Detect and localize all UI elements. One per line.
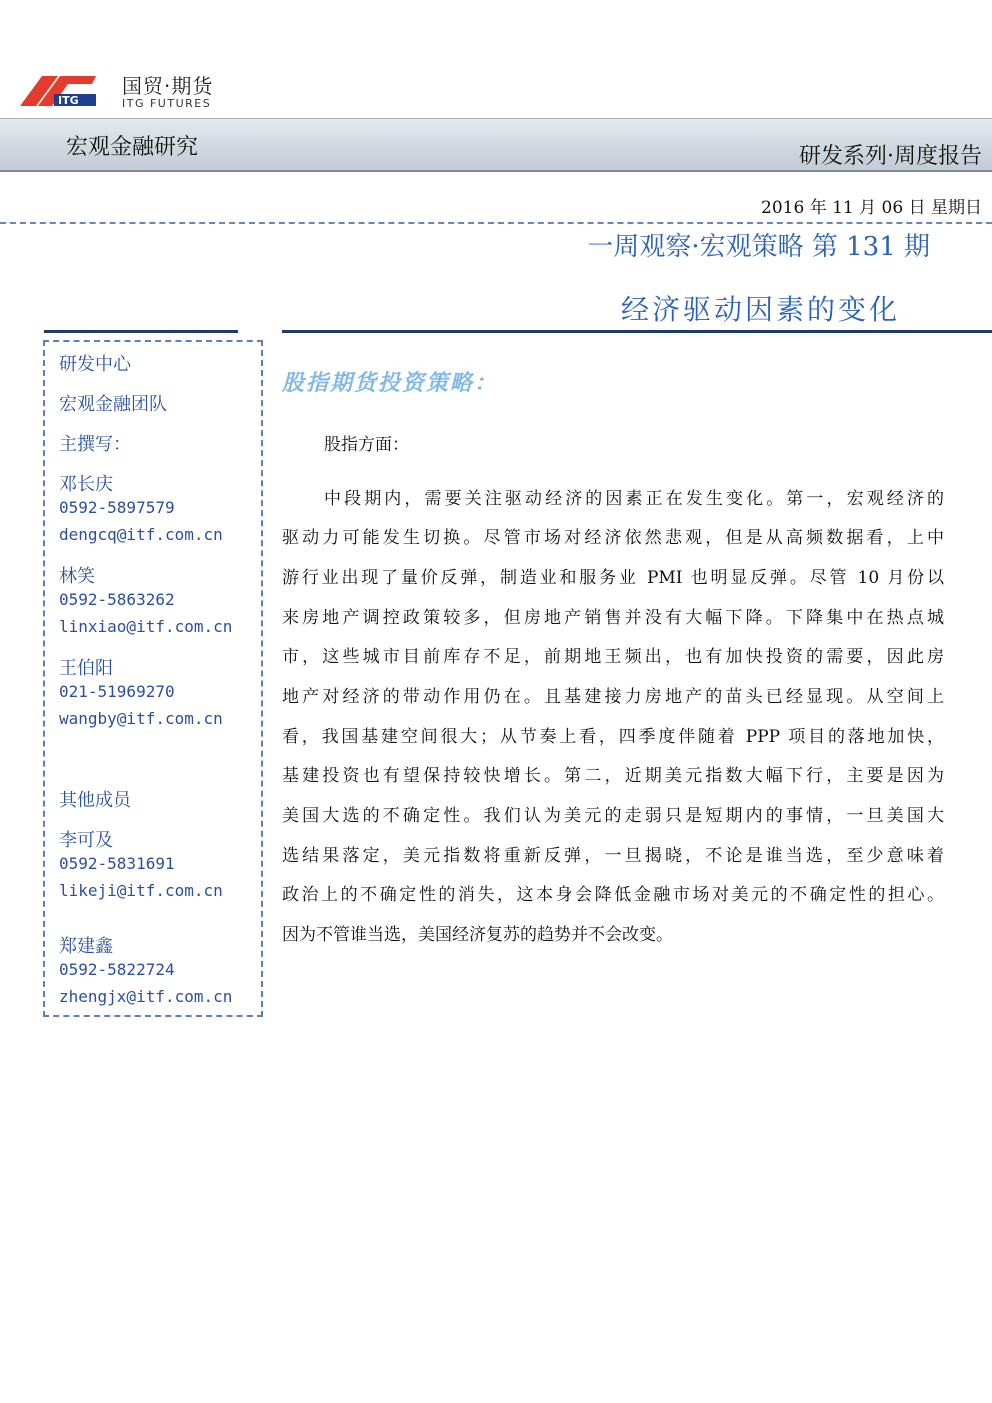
member-name: 郑建鑫 [59,936,113,957]
body-line: 基建投资也有望保持较快增长。第二，近期美元指数大幅下行，主要是因为 [282,766,944,786]
author-name: 林笑 [59,566,95,587]
body-line: 看，我国基建空间很大；从节奏上看，四季度伴随着 PPP 项目的落地加快， [282,727,944,747]
author-email[interactable]: wangby@itf.com.cn [59,709,223,728]
author-name: 邓长庆 [59,474,113,495]
research-center-label: 研发中心 [59,354,131,375]
sidebar-top-rule [44,330,238,333]
body-line: 来房地产调控政策较多，但房地产销售并没有大幅下降。下降集中在热点城 [282,608,944,628]
member-phone: 0592-5822724 [59,960,175,979]
company-logo [18,66,218,110]
author-name: 王伯阳 [59,658,113,679]
author-email[interactable]: dengcq@itf.com.cn [59,525,223,544]
member-email[interactable]: zhengjx@itf.com.cn [59,987,233,1006]
header-banner [0,118,992,172]
issue-title: 一周观察·宏观策略 第 131 期 [587,232,930,262]
body-line: 选结果落定，美元指数将重新反弹，一旦揭晓，不论是谁当选，至少意味着 [282,846,944,866]
other-members-label: 其他成员 [59,790,131,811]
sub-heading: 股指方面： [324,435,409,455]
logo-name-cn: 国贸·期货 [122,74,214,98]
lead-author-label: 主撰写： [59,434,131,455]
body-line: 游行业出现了量价反弹，制造业和服务业 PMI 也明显反弹。尽管 10 月份以 [282,568,944,588]
department-title: 宏观金融研究 [66,135,199,160]
body-line: 因为不管谁当选，美国经济复苏的趋势并不会改变。 [282,925,673,945]
author-phone: 0592-5897579 [59,498,175,517]
team-label: 宏观金融团队 [59,394,167,415]
body-line: 政治上的不确定性的消失，这本身会降低金融市场对美元的不确定性的担心。 [282,885,944,905]
body-line: 驱动力可能发生切换。尽管市场对经济依然悲观，但是从高频数据看，上中 [282,528,944,548]
author-phone: 0592-5863262 [59,590,175,609]
date-divider [0,222,992,224]
author-phone: 021-51969270 [59,682,175,701]
member-phone: 0592-5831691 [59,854,175,873]
main-top-rule [282,330,992,333]
body-line: 美国大选的不确定性。我们认为美元的走弱只是短期内的事情，一旦美国大 [282,806,944,826]
logo-name-en: ITG FUTURES [122,97,212,110]
itg-logo-mark [18,72,100,108]
author-email[interactable]: linxiao@itf.com.cn [59,617,233,636]
member-name: 李可及 [59,830,113,851]
series-title: 研发系列·周度报告 [799,144,982,169]
contact-sidebar [43,340,263,1017]
body-line: 市，这些城市目前库存不足，前期地王频出，也有加快投资的需要，因此房 [282,647,944,667]
body-line: 地产对经济的带动作用仍在。且基建接力房地产的苗头已经显现。从空间上 [282,687,944,707]
section-heading: 股指期货投资策略： [282,371,499,396]
report-date: 2016 年 11 月 06 日 星期日 [761,198,982,218]
body-line: 中段期内，需要关注驱动经济的因素正在发生变化。第一，宏观经济的 [324,489,944,509]
svg-text:ITG: ITG [58,94,79,107]
member-email[interactable]: likeji@itf.com.cn [59,881,223,900]
report-subtitle: 经济驱动因素的变化 [620,293,900,326]
